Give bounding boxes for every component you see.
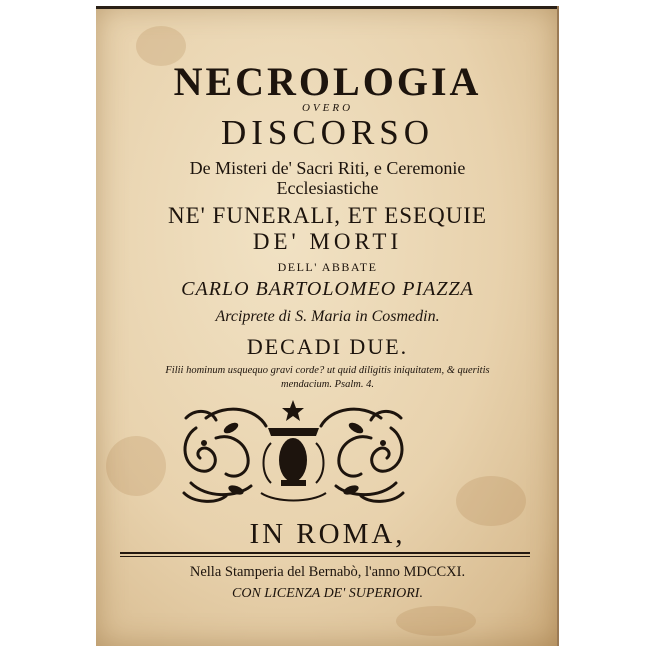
overo-connector: OVERO <box>301 102 354 114</box>
psalm-quote-line-2: mendacium. Psalm. 4. <box>280 379 375 390</box>
abbate-line: DELL' ABBATE <box>277 260 378 274</box>
psalm-quote-line-1: Filii hominum usquequo gravi corde? ut quid diligitis iniquitatem, & queritis <box>165 365 490 376</box>
author-name: CARLO BARTOLOMEO PIAZZA <box>181 278 474 300</box>
subtitle-line-1: De Misteri de' Sacri Riti, e Ceremonie <box>189 158 466 178</box>
page-top-edge <box>96 6 559 9</box>
printers-device-ornament-icon <box>176 398 411 508</box>
book-title: NECROLOGIA <box>173 59 482 104</box>
funerali-line: NE' FUNERALI, ET ESEQUIE <box>167 203 488 228</box>
foxing-stain <box>106 436 166 496</box>
divider-rule <box>120 552 530 554</box>
discorso-heading: DISCORSO <box>220 113 435 152</box>
decadi-line: DECADI DUE. <box>246 334 409 359</box>
author-title: Arciprete di S. Maria in Cosmedin. <box>215 308 440 325</box>
license-line: CON LICENZA DE' SUPERIORI. <box>232 586 423 601</box>
place-of-publication: IN ROMA, <box>249 518 406 550</box>
imprint-line: Nella Stamperia del Bernabò, l'anno MDCCXI. <box>189 564 466 580</box>
morti-line: DE' MORTI <box>252 229 403 254</box>
title-page <box>96 6 559 646</box>
foxing-stain <box>396 606 476 636</box>
subtitle-line-2: Ecclesiastiche <box>276 178 379 198</box>
divider-rule-thin <box>120 556 530 557</box>
